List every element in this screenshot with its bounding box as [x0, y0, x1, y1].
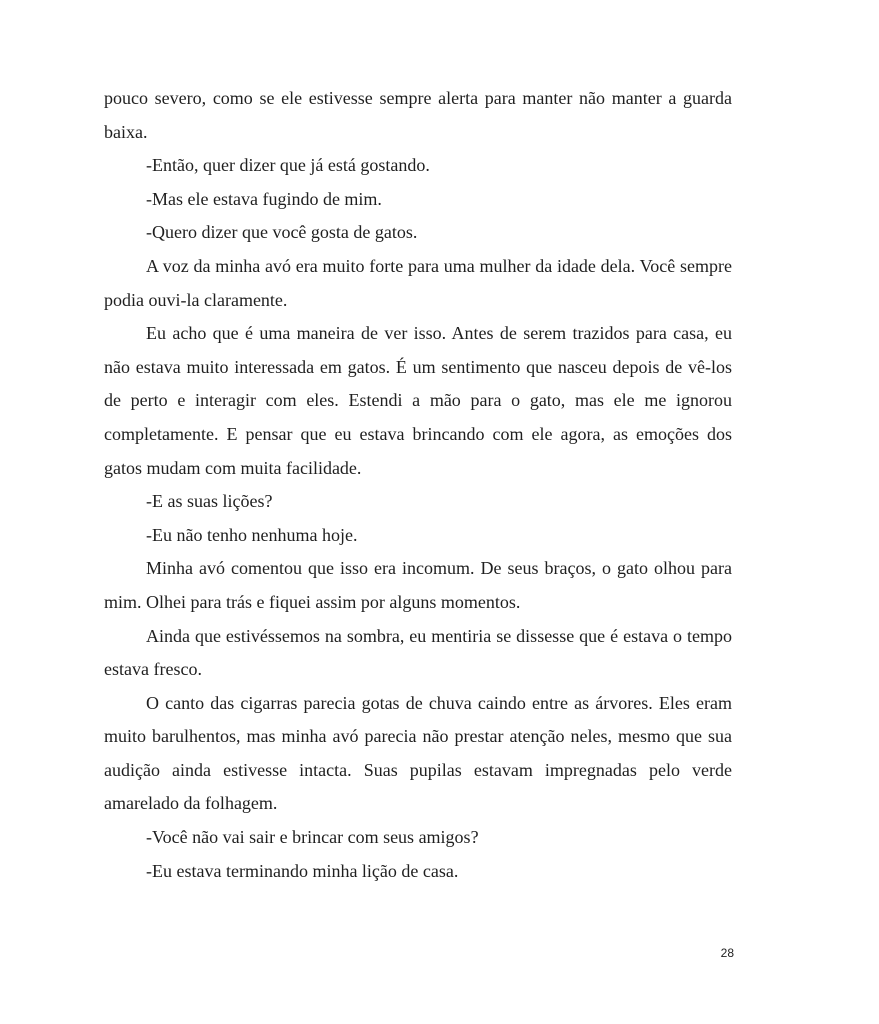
paragraph: -Você não vai sair e brincar com seus amigos?: [146, 827, 479, 848]
page-number: 28: [720, 946, 734, 960]
paragraph: O canto das cigarras parecia gotas de chuva caindo entre as árvores. Eles eram muito barulhentos, mas minha avó parecia não prestar atenção neles, mesmo que sua audição ainda estivesse intacta. Suas pupilas estavam impregnadas pelo verde amarelado da folhagem.: [104, 692, 732, 814]
paragraph: -E as suas lições?: [146, 491, 273, 512]
paragraph: -Mas ele estava fugindo de mim.: [146, 188, 382, 209]
paragraph: -Então, quer dizer que já está gostando.: [146, 155, 430, 176]
paragraph: pouco severo, como se ele estivesse sempre alerta para manter não manter a guarda baixa.: [104, 88, 732, 142]
page-body: [104, 82, 732, 888]
paragraph: -Quero dizer que você gosta de gatos.: [146, 222, 418, 243]
paragraph: -Eu não tenho nenhuma hoje.: [146, 524, 358, 545]
paragraph: Ainda que estivéssemos na sombra, eu mentiria se dissesse que é estava o tempo estava fresco.: [104, 625, 732, 680]
paragraph: Minha avó comentou que isso era incomum. De seus braços, o gato olhou para mim. Olhei para trás e fiquei assim por alguns momentos.: [104, 558, 732, 612]
paragraph: Eu acho que é uma maneira de ver isso. Antes de serem trazidos para casa, eu não estava muito interessada em gatos. É um sentimento que nasceu depois de vê-los de perto e interagir com eles. Estendi a mão para o gato, mas ele me ignorou completamente. E pensar que eu estava brincando com ele agora, as emoções dos gatos mudam com muita facilidade.: [104, 323, 732, 478]
paragraph: A voz da minha avó era muito forte para uma mulher da idade dela. Você sempre podia ouvi-la claramente.: [104, 255, 732, 310]
paragraph: -Eu estava terminando minha lição de casa.: [146, 860, 459, 881]
